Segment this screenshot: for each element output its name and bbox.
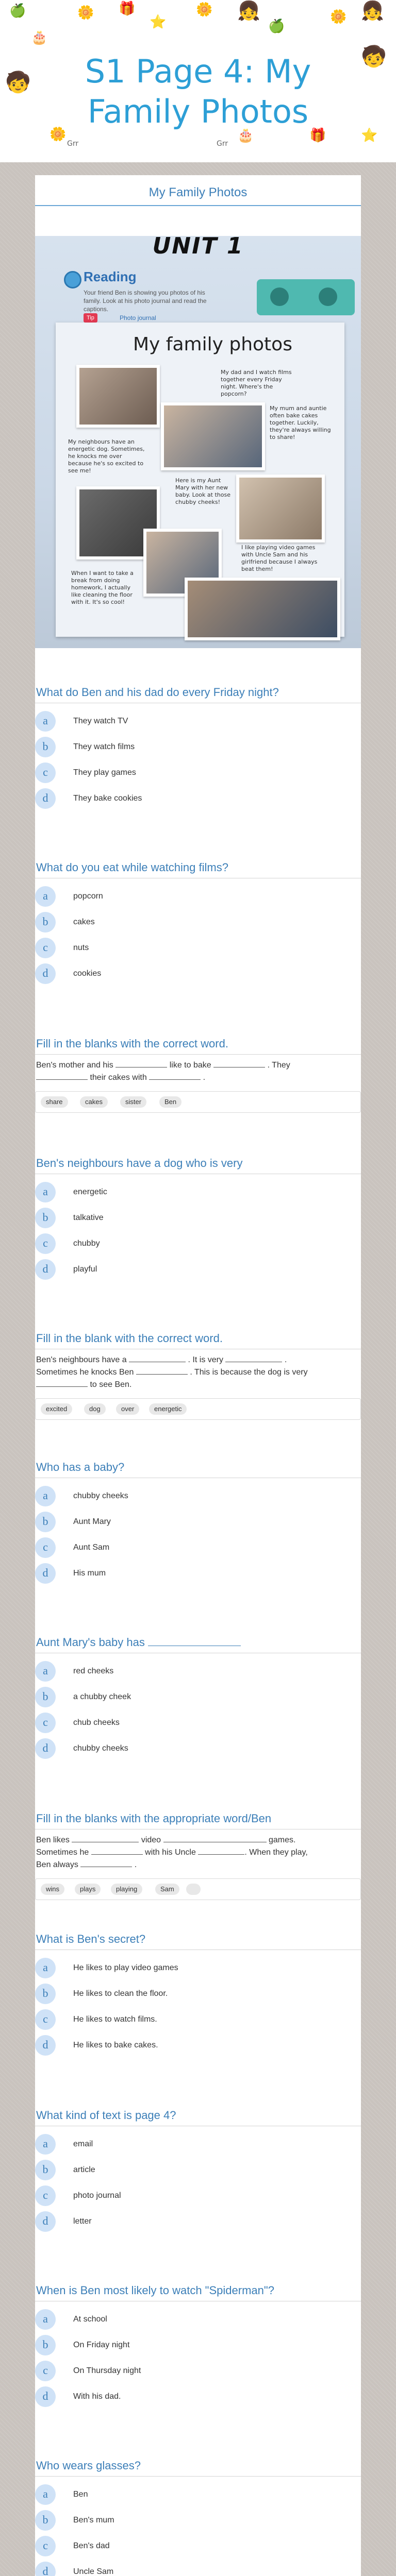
blank-input[interactable]: [198, 1847, 244, 1855]
option-letter: d: [35, 1259, 56, 1280]
q7-option-a[interactable]: [35, 1661, 361, 1682]
option-letter: a: [35, 711, 56, 732]
option-letter: a: [35, 2309, 56, 2330]
option-text: chubby cheeks: [73, 1492, 128, 1500]
gift-icon: 🎁: [119, 1, 136, 16]
tape-dispenser: [257, 279, 355, 315]
option-text: chub cheeks: [73, 1718, 120, 1727]
q10-option-c[interactable]: [35, 2185, 361, 2206]
option-letter: d: [35, 2562, 56, 2576]
page-title-line1: S1 Page 4: My: [85, 53, 311, 90]
option-text: They watch films: [73, 742, 135, 751]
q1-option-c[interactable]: [35, 762, 361, 783]
option-text: His mum: [73, 1569, 106, 1578]
option-letter: b: [35, 2510, 56, 2531]
option-text: He likes to watch films.: [73, 2015, 157, 2024]
q4-option-c[interactable]: [35, 1233, 361, 1254]
q2-option-a[interactable]: [35, 886, 361, 907]
option-text: With his dad.: [73, 2392, 121, 2401]
flower-icon: 🌼: [77, 5, 94, 21]
question-9-title: What is Ben's secret?: [36, 1933, 146, 1945]
question-3-title: Fill in the blanks with the correct word.: [36, 1037, 228, 1050]
grr-text-doodle: Grr: [217, 140, 228, 148]
q10-option-d[interactable]: [35, 2211, 361, 2232]
boy-icon: 🧒: [361, 45, 387, 69]
option-letter: a: [35, 1486, 56, 1506]
option-text: He likes to bake cakes.: [73, 2041, 158, 2049]
q6-option-a[interactable]: [35, 1486, 361, 1506]
question-8-title: Fill in the blanks with the appropriate word/Ben: [36, 1812, 272, 1825]
blank-input[interactable]: [136, 1367, 188, 1375]
worksheet-title: My Family Photos: [148, 185, 248, 199]
option-letter: a: [35, 1958, 56, 1978]
word-chip[interactable]: plays: [75, 1884, 101, 1895]
q3-word-bank: [35, 1091, 361, 1113]
option-text: Uncle Sam: [73, 2567, 114, 2576]
journal-title: My family photos: [133, 334, 292, 355]
q3-fill-text: Ben's mother and his like to bake . They their cakes with .: [36, 1061, 290, 1082]
option-letter: b: [35, 1984, 56, 2004]
option-text: cakes: [73, 918, 95, 926]
option-letter: b: [35, 1208, 56, 1228]
blank-input[interactable]: [36, 1379, 88, 1387]
flower-icon: 🌼: [330, 9, 347, 25]
word-chip[interactable]: over: [116, 1403, 139, 1415]
q5-word-bank: [35, 1398, 361, 1420]
q11-option-a[interactable]: [35, 2309, 361, 2330]
q10-option-b[interactable]: [35, 2160, 361, 2180]
question-11-title: When is Ben most likely to watch "Spiderman"?: [36, 2284, 274, 2297]
option-text: He likes to clean the floor.: [73, 1989, 168, 1998]
page-title: [0, 52, 396, 132]
option-letter: b: [35, 1687, 56, 1707]
photo-dad-popcorn: [76, 365, 160, 428]
q9-option-a[interactable]: [35, 1958, 361, 1978]
q6-option-c[interactable]: [35, 1537, 361, 1558]
blank-input[interactable]: [36, 1072, 88, 1080]
option-text: red cheeks: [73, 1667, 114, 1675]
q1-option-b[interactable]: [35, 737, 361, 757]
q2-option-c[interactable]: [35, 938, 361, 958]
q11-option-b[interactable]: [35, 2335, 361, 2355]
q11-option-c[interactable]: [35, 2361, 361, 2381]
option-text: He likes to play video games: [73, 1963, 178, 1972]
option-text: chubby: [73, 1239, 100, 1248]
photo-journal-page: [56, 323, 344, 637]
option-letter: d: [35, 788, 56, 809]
option-letter: a: [35, 2134, 56, 2155]
option-text: playful: [73, 1265, 97, 1274]
option-letter: c: [35, 938, 56, 958]
star-icon: ⭐: [361, 128, 378, 143]
blank-input[interactable]: [213, 1060, 265, 1067]
q12-option-a[interactable]: [35, 2484, 361, 2505]
word-chip[interactable]: energetic: [149, 1403, 187, 1415]
textbook-page-image: [35, 236, 361, 648]
option-text: cookies: [73, 969, 102, 978]
option-letter: a: [35, 1661, 56, 1682]
q1-option-d[interactable]: [35, 788, 361, 809]
option-text: On Friday night: [73, 2341, 130, 2349]
reading-title: Reading: [84, 269, 137, 284]
option-letter: d: [35, 1563, 56, 1584]
caption-1: My dad and I watch films together every Friday night. Where's the popcorn?: [221, 369, 292, 397]
boy-icon: 🧒: [5, 71, 31, 94]
q10-option-a[interactable]: [35, 2134, 361, 2155]
word-chip[interactable]: share: [41, 1096, 68, 1108]
caption-2: My neighbours have an energetic dog. Sometimes, he knocks me over because he's so excited to see me!: [68, 438, 145, 474]
caption-4: Here is my Aunt Mary with her new baby. Look at those chubby cheeks!: [175, 477, 230, 505]
caption-3: My mum and auntie often bake cakes together. Luckily, they're always willing to share!: [270, 405, 331, 440]
flower-icon: 🌼: [196, 2, 213, 18]
option-text: chubby cheeks: [73, 1744, 128, 1753]
question-12-title: Who wears glasses?: [36, 2459, 141, 2472]
q2-option-d[interactable]: [35, 963, 361, 984]
q9-option-b[interactable]: [35, 1984, 361, 2004]
reading-description: Your friend Ben is showing you photos of his family. Look at his photo journal and read the captions.: [84, 289, 207, 313]
option-text: They watch TV: [73, 717, 128, 725]
worksheet-card: [35, 175, 361, 2576]
option-text: nuts: [73, 943, 89, 952]
question-5-title: Fill in the blank with the correct word.: [36, 1332, 223, 1345]
option-letter: d: [35, 2211, 56, 2232]
star-icon: ⭐: [150, 14, 167, 30]
photo-video-games: [185, 578, 340, 640]
grr-text-doodle: Grr: [67, 140, 79, 148]
option-text: Ben's dad: [73, 2541, 110, 2550]
question-7-title: Aunt Mary's baby has: [36, 1635, 241, 1650]
blank-input[interactable]: [116, 1060, 167, 1067]
option-text: On Thursday night: [73, 2366, 141, 2375]
q8-fill-text: Ben likes video games. Sometimes he with his Uncle . When they play, Ben always .: [36, 1836, 308, 1869]
option-letter: b: [35, 2160, 56, 2180]
option-letter: c: [35, 1537, 56, 1558]
blank-input[interactable]: [225, 1354, 282, 1362]
word-chip[interactable]: Sam: [155, 1884, 179, 1895]
blank-input[interactable]: [149, 1072, 201, 1080]
option-letter: a: [35, 2484, 56, 2505]
q4-option-b[interactable]: [35, 1208, 361, 1228]
question-2-title: What do you eat while watching films?: [36, 861, 228, 874]
q7-option-b[interactable]: [35, 1687, 361, 1707]
word-chip[interactable]: playing: [111, 1884, 142, 1895]
option-text: email: [73, 2140, 93, 2148]
option-text: Ben's mum: [73, 2516, 114, 2524]
option-letter: b: [35, 2335, 56, 2355]
option-letter: c: [35, 1233, 56, 1254]
blank-input[interactable]: [72, 1835, 139, 1842]
question-6-title: Who has a baby?: [36, 1461, 125, 1473]
word-chip[interactable]: dog: [84, 1403, 106, 1415]
q12-option-c[interactable]: [35, 2536, 361, 2556]
option-text: Aunt Sam: [73, 1543, 110, 1552]
blank-input[interactable]: [148, 1638, 241, 1646]
option-letter: b: [35, 1512, 56, 1532]
q7-option-c[interactable]: [35, 1713, 361, 1733]
cake-icon: 🎂: [237, 128, 254, 143]
photo-bake-cakes: [161, 402, 265, 470]
q6-option-b[interactable]: [35, 1512, 361, 1532]
option-text: popcorn: [73, 892, 103, 901]
word-chip[interactable]: sister: [120, 1096, 146, 1108]
option-letter: c: [35, 2361, 56, 2381]
q8-word-bank: [35, 1878, 361, 1900]
option-letter: c: [35, 1713, 56, 1733]
apple-icon: 🍏: [9, 3, 26, 19]
empty-chip[interactable]: [186, 1884, 201, 1895]
q9-option-c[interactable]: [35, 2009, 361, 2030]
q5-fill-text: Ben's neighbours have a . It is very . Sometimes he knocks Ben . This is because the dog is very to see Ben.: [36, 1355, 308, 1389]
option-text: letter: [73, 2217, 92, 2226]
option-letter: c: [35, 2009, 56, 2030]
girl-icon: 👧: [237, 1, 260, 22]
q6-option-d[interactable]: [35, 1563, 361, 1584]
page-banner: [0, 0, 396, 162]
option-text: energetic: [73, 1188, 107, 1196]
apple-icon: 🍏: [268, 19, 285, 34]
option-letter: d: [35, 963, 56, 984]
gift-icon: 🎁: [309, 128, 326, 143]
question-10-title: What kind of text is page 4?: [36, 2109, 176, 2122]
caption-5: When I want to take a break from doing homework, I actually like cleaning the floor with it. It's so cool!: [71, 570, 134, 605]
blank-input[interactable]: [80, 1859, 132, 1867]
q4-option-a[interactable]: [35, 1182, 361, 1202]
option-text: Aunt Mary: [73, 1517, 111, 1526]
q4-option-d[interactable]: [35, 1259, 361, 1280]
option-text: article: [73, 2165, 95, 2174]
option-text: At school: [73, 2315, 107, 2324]
flower-icon: 🌼: [50, 127, 67, 142]
caption-6: I like playing video games with Uncle Sam and his girlfriend because I always beat them!: [241, 544, 318, 572]
word-chip[interactable]: Ben: [159, 1096, 182, 1108]
option-letter: b: [35, 912, 56, 933]
option-letter: c: [35, 2536, 56, 2556]
unit-title: UNIT 1: [152, 236, 244, 259]
option-letter: c: [35, 762, 56, 783]
q2-option-b[interactable]: [35, 912, 361, 933]
word-chip[interactable]: excited: [41, 1403, 72, 1415]
option-letter: d: [35, 2386, 56, 2407]
q7-option-d[interactable]: [35, 1738, 361, 1759]
question-4-title: Ben's neighbours have a dog who is very: [36, 1157, 243, 1170]
blank-input[interactable]: [91, 1847, 143, 1855]
girl-icon: 👧: [361, 1, 384, 22]
option-letter: a: [35, 886, 56, 907]
q12-option-d[interactable]: [35, 2562, 361, 2576]
word-chip[interactable]: wins: [41, 1884, 64, 1895]
word-chip[interactable]: cakes: [80, 1096, 108, 1108]
question-1-title: What do Ben and his dad do every Friday night?: [36, 686, 279, 699]
photo-journal-label: Photo journal: [120, 314, 156, 321]
option-letter: b: [35, 737, 56, 757]
option-text: They bake cookies: [73, 794, 142, 803]
q1-option-a[interactable]: [35, 711, 361, 732]
option-letter: a: [35, 1182, 56, 1202]
option-letter: d: [35, 1738, 56, 1759]
q11-option-d[interactable]: [35, 2386, 361, 2407]
cake-icon: 🎂: [31, 30, 48, 45]
option-text: They play games: [73, 768, 136, 777]
q9-option-d[interactable]: [35, 2035, 361, 2056]
option-text: talkative: [73, 1213, 104, 1222]
q12-option-b[interactable]: [35, 2510, 361, 2531]
photo-aunt-baby: [236, 474, 325, 543]
page-title-line2: Family Photos: [87, 93, 309, 130]
tip-badge: Tip: [84, 313, 97, 323]
title-divider: [35, 205, 361, 206]
reading-header: [64, 266, 207, 321]
option-letter: d: [35, 2035, 56, 2056]
option-text: Ben: [73, 2490, 88, 2499]
option-text: a chubby cheek: [73, 1692, 131, 1701]
reading-icon: [64, 271, 81, 289]
blank-input[interactable]: [163, 1835, 267, 1842]
option-letter: c: [35, 2185, 56, 2206]
blank-input[interactable]: [129, 1354, 186, 1362]
option-text: photo journal: [73, 2191, 121, 2200]
